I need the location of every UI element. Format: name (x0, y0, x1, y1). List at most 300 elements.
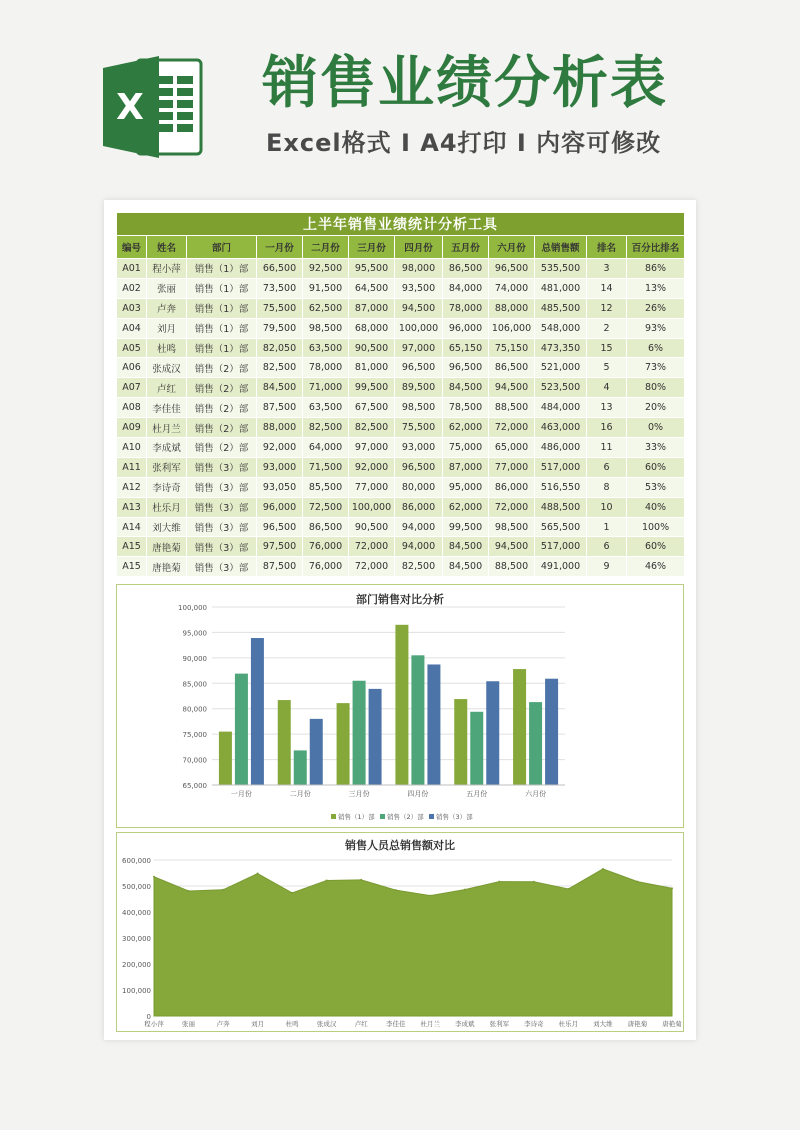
column-header: 二月份 (303, 236, 349, 259)
table-cell: 2 (587, 318, 627, 338)
area-point (498, 881, 500, 883)
y-tick-label: 70,000 (182, 756, 207, 765)
table-cell: 63,500 (303, 338, 349, 358)
area-point (222, 889, 224, 891)
table-cell: 90,500 (349, 517, 395, 537)
table-cell: 96,500 (257, 517, 303, 537)
table-cell: 4 (587, 378, 627, 398)
table-row (117, 259, 685, 279)
table-cell: 481,000 (535, 278, 587, 298)
table-cell: 96,500 (395, 457, 443, 477)
legend-label: 销售（3）部 (436, 813, 473, 821)
table-cell: 62,500 (303, 298, 349, 318)
x-tick-label: 张成汉 (316, 1020, 337, 1028)
table-cell: A10 (117, 438, 147, 458)
table-cell: 64,500 (349, 278, 395, 298)
area-point (464, 889, 466, 891)
table-cell: 96,500 (443, 358, 489, 378)
table-cell: 97,500 (257, 537, 303, 557)
y-tick-label: 0 (146, 1013, 151, 1021)
table-cell: 李诗奇 (147, 477, 187, 497)
column-header: 部门 (187, 236, 257, 259)
bar (369, 689, 382, 785)
logo-letter: X (116, 87, 144, 128)
x-tick-label: 张利军 (489, 1020, 510, 1028)
table-cell: 销售（3）部 (187, 457, 257, 477)
table-cell: 84,500 (443, 378, 489, 398)
table-cell: 6 (587, 457, 627, 477)
table-cell: A11 (117, 457, 147, 477)
table-cell: 67,500 (349, 398, 395, 418)
column-header: 四月份 (395, 236, 443, 259)
x-tick-label: 刘大维 (593, 1020, 613, 1028)
table-cell: 87,500 (257, 398, 303, 418)
area-point (153, 876, 155, 878)
table-title: 上半年销售业绩统计分析工具 (117, 213, 685, 236)
bar (235, 674, 248, 785)
table-cell: 98,000 (395, 259, 443, 279)
x-tick-label: 李成斌 (455, 1020, 475, 1028)
table-cell: 张成汉 (147, 358, 187, 378)
table-cell: 销售（1）部 (187, 298, 257, 318)
table-row (117, 298, 685, 318)
bar (353, 681, 366, 785)
x-tick-label: 五月份 (466, 790, 488, 798)
table-cell: 86,500 (489, 358, 535, 378)
table-row (117, 557, 685, 577)
table-cell: 15 (587, 338, 627, 358)
table-row (117, 398, 685, 418)
table-cell: 33% (627, 438, 685, 458)
table-row (117, 477, 685, 497)
table-cell: 销售（3）部 (187, 477, 257, 497)
page-subtitle: Excel格式 I A4打印 I 内容可修改 (266, 129, 662, 157)
table-cell: 9 (587, 557, 627, 577)
table-cell: 91,500 (303, 278, 349, 298)
bar (395, 625, 408, 785)
table-cell: 销售（2）部 (187, 358, 257, 378)
table-cell: 81,000 (349, 358, 395, 378)
table-cell: 65,000 (489, 438, 535, 458)
area-chart-svg (117, 833, 683, 1031)
table-cell: 72,000 (489, 497, 535, 517)
table-cell: 96,000 (257, 497, 303, 517)
table-cell: 72,000 (349, 537, 395, 557)
area-point (533, 881, 535, 883)
table-cell: 74,000 (489, 278, 535, 298)
table-cell: 1 (587, 517, 627, 537)
table-cell: 62,000 (443, 497, 489, 517)
table-cell: 刘大维 (147, 517, 187, 537)
bar (251, 638, 264, 785)
table-cell: 523,500 (535, 378, 587, 398)
table-cell: 卢奔 (147, 298, 187, 318)
x-tick-label: 杜月兰 (420, 1020, 441, 1028)
area-point (636, 881, 638, 883)
area-point (602, 868, 604, 870)
table-cell: 97,000 (395, 338, 443, 358)
table-cell: 销售（3）部 (187, 537, 257, 557)
table-cell: 94,000 (395, 537, 443, 557)
table-cell: 82,500 (257, 358, 303, 378)
table-cell: 75,150 (489, 338, 535, 358)
x-tick-label: 六月份 (525, 790, 547, 798)
table-row (117, 517, 685, 537)
y-tick-label: 90,000 (182, 654, 207, 663)
table-cell: 刘月 (147, 318, 187, 338)
x-tick-label: 卢奔 (216, 1020, 230, 1028)
table-cell: 86,000 (489, 477, 535, 497)
table-cell: 87,000 (349, 298, 395, 318)
table-cell: 86,500 (303, 517, 349, 537)
area-point (188, 890, 190, 892)
table-row (117, 537, 685, 557)
bar (294, 750, 307, 785)
bar (529, 702, 542, 785)
table-cell: 98,500 (489, 517, 535, 537)
page-title: 销售业绩分析表 (262, 51, 668, 116)
table-row (117, 457, 685, 477)
y-tick-label: 400,000 (122, 909, 151, 917)
bar (310, 719, 323, 785)
table-cell: 76,000 (303, 537, 349, 557)
bar (427, 664, 440, 785)
table-cell: 96,500 (395, 358, 443, 378)
x-tick-label: 四月份 (407, 790, 429, 798)
table-cell: 杜月兰 (147, 418, 187, 438)
table-cell: 94,500 (395, 298, 443, 318)
table-cell: 93,500 (395, 278, 443, 298)
x-tick-label: 二月份 (289, 790, 311, 798)
bar (545, 679, 558, 785)
bar (411, 655, 424, 785)
table-cell: A14 (117, 517, 147, 537)
x-tick-label: 卢红 (354, 1020, 368, 1028)
table-cell: 6 (587, 537, 627, 557)
area-point (395, 889, 397, 891)
table-cell: 473,350 (535, 338, 587, 358)
table-cell: 521,000 (535, 358, 587, 378)
table-cell: 销售（1）部 (187, 278, 257, 298)
table-cell: 71,000 (303, 378, 349, 398)
table-cell: 53% (627, 477, 685, 497)
bar (486, 681, 499, 785)
table-cell: 95,500 (349, 259, 395, 279)
table-cell: 杜鸣 (147, 338, 187, 358)
y-tick-label: 200,000 (122, 961, 151, 969)
table-cell: 72,000 (489, 418, 535, 438)
area-series (154, 869, 672, 1016)
table-cell: 92,500 (303, 259, 349, 279)
table-cell: A06 (117, 358, 147, 378)
bar (278, 700, 291, 785)
table-cell: 82,500 (349, 418, 395, 438)
column-header: 一月份 (257, 236, 303, 259)
table-cell: 销售（3）部 (187, 497, 257, 517)
table-cell: 486,000 (535, 438, 587, 458)
table-cell: 13% (627, 278, 685, 298)
table-cell: 72,500 (303, 497, 349, 517)
table-cell: 80,000 (395, 477, 443, 497)
table-cell: A07 (117, 378, 147, 398)
bar (219, 732, 232, 785)
table-cell: 97,000 (349, 438, 395, 458)
table-cell: 100,000 (395, 318, 443, 338)
table-cell: 杜乐月 (147, 497, 187, 517)
table-cell: 90,500 (349, 338, 395, 358)
table-cell: 491,000 (535, 557, 587, 577)
y-tick-label: 75,000 (182, 731, 207, 740)
table-cell: 516,550 (535, 477, 587, 497)
table-cell: 517,000 (535, 457, 587, 477)
y-tick-label: 100,000 (178, 604, 207, 612)
table-cell: 3 (587, 259, 627, 279)
table-cell: 84,500 (257, 378, 303, 398)
x-tick-label: 唐艳菊 (627, 1020, 648, 1028)
table-row (117, 338, 685, 358)
table-cell: 68,000 (349, 318, 395, 338)
x-tick-label: 张丽 (182, 1020, 196, 1028)
y-tick-label: 100,000 (122, 987, 151, 995)
table-cell: 86% (627, 259, 685, 279)
table-row (117, 318, 685, 338)
table-cell: 73% (627, 358, 685, 378)
table-cell: 82,050 (257, 338, 303, 358)
table-cell: 唐艳菊 (147, 557, 187, 577)
table-cell: 销售（2）部 (187, 378, 257, 398)
column-header: 三月份 (349, 236, 395, 259)
bar-chart-svg (117, 585, 683, 827)
table-cell: 100% (627, 517, 685, 537)
x-tick-label: 唐艳菊 (662, 1020, 682, 1028)
table-cell: 99,500 (443, 517, 489, 537)
table-cell: 89,500 (395, 378, 443, 398)
table-cell: 84,500 (443, 537, 489, 557)
bar (470, 712, 483, 785)
table-cell: 93,000 (257, 457, 303, 477)
column-header: 总销售额 (535, 236, 587, 259)
legend-label: 销售（1）部 (338, 813, 375, 821)
table-row (117, 278, 685, 298)
table-cell: 80% (627, 378, 685, 398)
area-point (360, 879, 362, 881)
area-point (671, 887, 673, 889)
area-point (429, 895, 431, 897)
table-row (117, 378, 685, 398)
table-cell: 销售（2）部 (187, 418, 257, 438)
table-cell: A15 (117, 537, 147, 557)
table-cell: 77,000 (349, 477, 395, 497)
table-cell: 82,500 (303, 418, 349, 438)
table-cell: 65,150 (443, 338, 489, 358)
table-cell: 26% (627, 298, 685, 318)
table-cell: A15 (117, 557, 147, 577)
area-point (291, 892, 293, 894)
table-cell: 98,500 (395, 398, 443, 418)
sales-table (116, 212, 685, 577)
table-cell: 94,500 (489, 537, 535, 557)
y-tick-label: 95,000 (182, 629, 207, 638)
table-row (117, 358, 685, 378)
table-cell: 40% (627, 497, 685, 517)
table-cell: 96,000 (443, 318, 489, 338)
table-cell: 62,000 (443, 418, 489, 438)
bar (337, 703, 350, 785)
table-cell: 销售（1）部 (187, 318, 257, 338)
excel-icon (103, 56, 203, 158)
table-cell: 86,000 (395, 497, 443, 517)
table-cell: 82,500 (395, 557, 443, 577)
table-cell: 销售（2）部 (187, 398, 257, 418)
x-tick-label: 刘月 (251, 1020, 265, 1028)
table-cell: 63,500 (303, 398, 349, 418)
table-row (117, 497, 685, 517)
table-cell: 85,500 (303, 477, 349, 497)
table-cell: 75,500 (395, 418, 443, 438)
legend-swatch (380, 814, 385, 819)
table-cell: 销售（3）部 (187, 557, 257, 577)
table-cell: 5 (587, 358, 627, 378)
table-cell: 98,500 (303, 318, 349, 338)
table-cell: 75,500 (257, 298, 303, 318)
area-point (567, 888, 569, 890)
area-point (257, 873, 259, 875)
table-cell: A03 (117, 298, 147, 318)
legend-swatch (429, 814, 434, 819)
table-cell: 79,500 (257, 318, 303, 338)
table-cell: 销售（1）部 (187, 259, 257, 279)
table-cell: 16 (587, 418, 627, 438)
table-cell: 96,500 (489, 259, 535, 279)
table-cell: 46% (627, 557, 685, 577)
table-cell: A01 (117, 259, 147, 279)
x-tick-label: 一月份 (230, 790, 252, 798)
table-cell: 86,500 (443, 259, 489, 279)
table-cell: 73,500 (257, 278, 303, 298)
table-cell: 张丽 (147, 278, 187, 298)
table-cell: A02 (117, 278, 147, 298)
x-tick-label: 杜鸣 (285, 1020, 299, 1028)
column-header: 姓名 (147, 236, 187, 259)
legend-swatch (331, 814, 336, 819)
column-header: 排名 (587, 236, 627, 259)
table-cell: 87,500 (257, 557, 303, 577)
table-cell: 卢红 (147, 378, 187, 398)
table-cell: 11 (587, 438, 627, 458)
page-header (0, 0, 800, 200)
x-tick-label: 程小萍 (144, 1020, 164, 1028)
x-tick-label: 李诗奇 (524, 1020, 544, 1028)
table-cell: 8 (587, 477, 627, 497)
table-cell: 销售（2）部 (187, 438, 257, 458)
table-cell: 84,000 (443, 278, 489, 298)
table-cell: 92,000 (257, 438, 303, 458)
table-cell: A12 (117, 477, 147, 497)
table-cell: 75,000 (443, 438, 489, 458)
table-cell: 程小萍 (147, 259, 187, 279)
table-cell: 106,000 (489, 318, 535, 338)
table-cell: 20% (627, 398, 685, 418)
table-cell: A13 (117, 497, 147, 517)
table-cell: A09 (117, 418, 147, 438)
person-sales-chart (116, 832, 684, 1032)
table-cell: 84,500 (443, 557, 489, 577)
area-point (326, 880, 328, 882)
bar (513, 669, 526, 785)
sales-table-container (116, 212, 684, 577)
table-cell: 78,000 (443, 298, 489, 318)
table-cell: 93% (627, 318, 685, 338)
table-cell: 463,000 (535, 418, 587, 438)
bar (454, 699, 467, 785)
table-cell: 0% (627, 418, 685, 438)
table-cell: A04 (117, 318, 147, 338)
table-cell: 销售（3）部 (187, 517, 257, 537)
table-header-row (117, 236, 685, 259)
table-cell: 548,000 (535, 318, 587, 338)
table-row (117, 418, 685, 438)
table-cell: 99,500 (349, 378, 395, 398)
chart-title: 销售人员总销售额对比 (345, 839, 455, 852)
y-tick-label: 300,000 (122, 935, 151, 943)
x-tick-label: 三月份 (348, 790, 370, 798)
y-tick-label: 65,000 (182, 782, 207, 790)
table-cell: 71,500 (303, 457, 349, 477)
x-tick-label: 杜乐月 (558, 1020, 579, 1028)
y-tick-label: 80,000 (182, 705, 207, 714)
table-cell: 12 (587, 298, 627, 318)
column-header: 六月份 (489, 236, 535, 259)
table-cell: A08 (117, 398, 147, 418)
table-cell: 88,500 (489, 398, 535, 418)
table-cell: 93,050 (257, 477, 303, 497)
chart-title: 部门销售对比分析 (356, 593, 444, 606)
table-cell: 64,000 (303, 438, 349, 458)
y-tick-label: 600,000 (122, 857, 151, 865)
table-cell: 6% (627, 338, 685, 358)
table-cell: 78,000 (303, 358, 349, 378)
table-cell: 60% (627, 537, 685, 557)
table-cell: 484,000 (535, 398, 587, 418)
y-tick-label: 85,000 (182, 680, 207, 689)
table-cell: 93,000 (395, 438, 443, 458)
table-cell: 488,500 (535, 497, 587, 517)
column-header: 编号 (117, 236, 147, 259)
table-cell: 66,500 (257, 259, 303, 279)
table-cell: 88,000 (489, 298, 535, 318)
table-cell: 92,000 (349, 457, 395, 477)
table-cell: 485,500 (535, 298, 587, 318)
table-cell: 77,000 (489, 457, 535, 477)
table-cell: 517,000 (535, 537, 587, 557)
table-cell: 60% (627, 457, 685, 477)
table-cell: 94,000 (395, 517, 443, 537)
table-row (117, 438, 685, 458)
table-cell: 唐艳菊 (147, 537, 187, 557)
table-cell: 10 (587, 497, 627, 517)
table-cell: 78,500 (443, 398, 489, 418)
y-tick-label: 500,000 (122, 883, 151, 891)
table-cell: 94,500 (489, 378, 535, 398)
table-cell: 95,000 (443, 477, 489, 497)
legend-label: 销售（2）部 (387, 813, 424, 821)
table-cell: 72,000 (349, 557, 395, 577)
table-cell: 13 (587, 398, 627, 418)
table-cell: 销售（1）部 (187, 338, 257, 358)
table-cell: 535,500 (535, 259, 587, 279)
table-cell: A05 (117, 338, 147, 358)
table-cell: 76,000 (303, 557, 349, 577)
